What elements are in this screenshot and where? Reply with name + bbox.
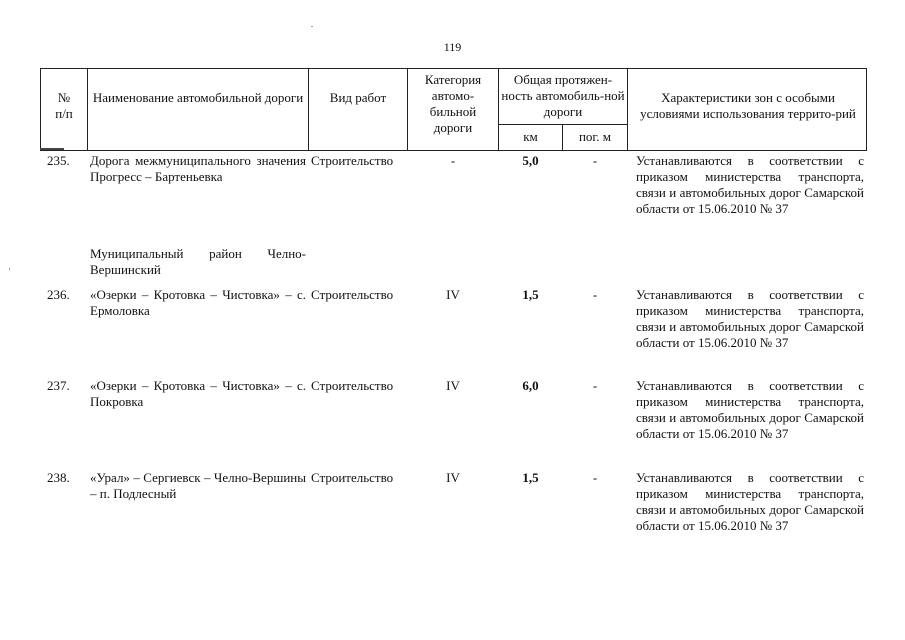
col-divider-right: [866, 68, 867, 151]
row-zones: Устанавливаются в соответствии с приказом министерства транспорта, связи и автомобильных дорог Самарской области от 15.06.2010 № 37: [636, 287, 864, 350]
row-work-type: Строительство: [311, 287, 394, 302]
row-num: 235.: [47, 153, 70, 168]
col-divider-length: [627, 68, 628, 151]
scan-speck: [311, 26, 313, 27]
page-number: 119: [443, 40, 462, 54]
row-zones: Устанавливаются в соответствии с приказом министерства транспорта, связи и автомобильных дорог Самарской области от 15.06.2010 № 37: [636, 153, 864, 216]
row-road-name: «Озерки – Кротовка – Чистовка» – с. Покровка: [90, 378, 306, 409]
row-work-type: Строительство: [311, 378, 394, 393]
row-zones: Устанавливаются в соответствии с приказом министерства транспорта, связи и автомобильных дорог Самарской области от 15.06.2010 № 37: [636, 470, 864, 533]
scan-speck: [9, 268, 10, 270]
header-length: Общая протяжен-ность автомобиль-ной дороги: [501, 72, 625, 119]
table-header-bottom-border: [40, 150, 867, 151]
row-work-type: Строительство: [311, 470, 394, 485]
row-km: 1,5: [522, 287, 539, 302]
col-divider-name: [308, 68, 309, 151]
row-num: 236.: [47, 287, 70, 302]
col-divider-work: [407, 68, 408, 151]
scan-speck: [40, 148, 64, 150]
row-km: 1,5: [522, 470, 539, 485]
row-num: 237.: [47, 378, 70, 393]
col-divider-num: [87, 68, 88, 151]
header-road-name: Наименование автомобильной дороги: [92, 90, 304, 105]
header-work-type: Вид работ: [329, 90, 387, 105]
row-zones: Устанавливаются в соответствии с приказом министерства транспорта, связи и автомобильных дорог Самарской области от 15.06.2010 № 37: [636, 378, 864, 441]
row-pog-m: -: [592, 378, 598, 393]
header-pog-m: пог. м: [578, 129, 612, 144]
table-top-border: [40, 68, 867, 69]
row-category: -: [450, 153, 456, 168]
header-num: № п/п: [55, 90, 73, 121]
district-heading: Муниципальный район Челно-Вершинский: [90, 246, 306, 277]
row-road-name: «Урал» – Сергиевск – Челно-Вершины – п. Подлесный: [90, 470, 306, 501]
row-category: IV: [446, 378, 460, 393]
row-pog-m: -: [592, 287, 598, 302]
row-km: 5,0: [522, 153, 539, 168]
row-road-name: Дорога межмуниципального значения Прогресс – Бартеньевка: [90, 153, 306, 184]
header-zones: Характеристики зон с особыми условиями использования террито-рий: [640, 90, 856, 121]
row-road-name: «Озерки – Кротовка – Чистовка» – с. Ермоловка: [90, 287, 306, 318]
row-num: 238.: [47, 470, 70, 485]
header-category: Категория автомо-бильной дороги: [424, 72, 482, 135]
row-pog-m: -: [592, 153, 598, 168]
row-category: IV: [446, 470, 460, 485]
row-km: 6,0: [522, 378, 539, 393]
row-pog-m: -: [592, 470, 598, 485]
row-category: IV: [446, 287, 460, 302]
row-work-type: Строительство: [311, 153, 394, 168]
header-km: км: [523, 129, 538, 144]
